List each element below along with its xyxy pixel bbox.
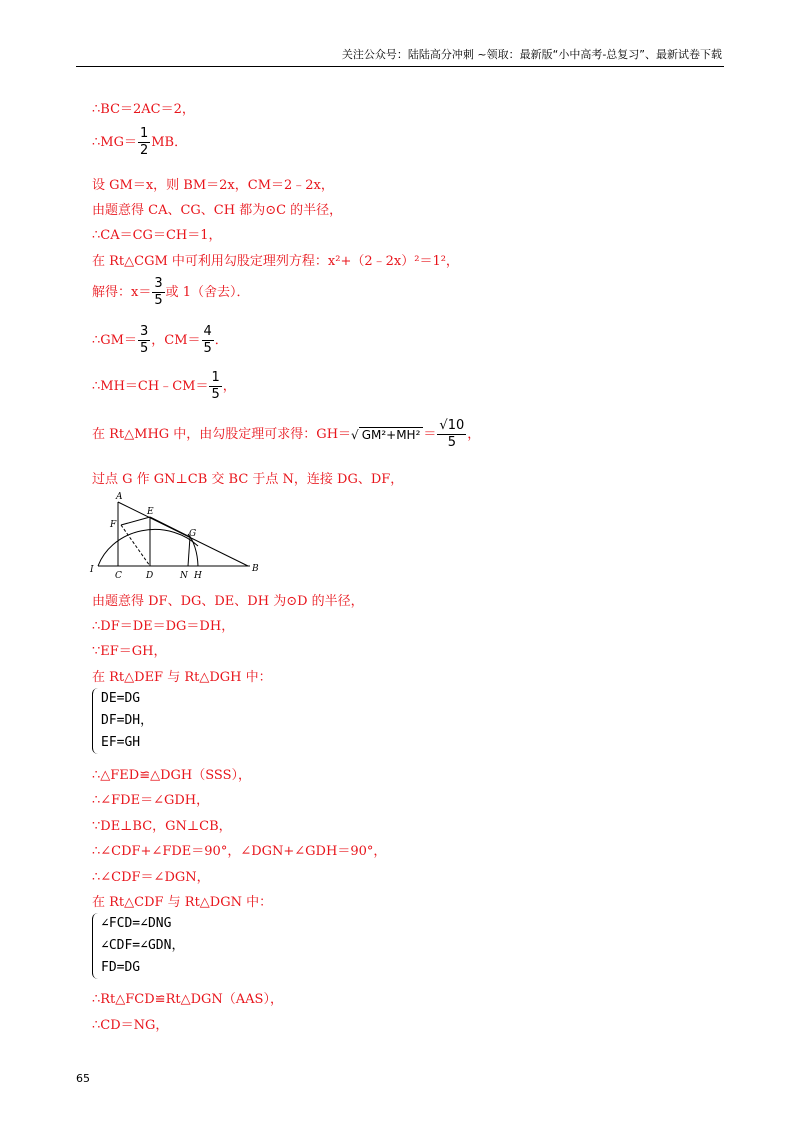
system-1-eq-1: DE=DG [101,691,141,706]
label-i: I [90,565,94,575]
line-7-post: 或 1（舍去）． [165,285,250,300]
line-2-pre: ∴MG＝ [92,135,137,150]
line-23: ∴CD＝NG， [92,1018,169,1033]
line-5: ∴CA＝CG＝CH＝1， [92,228,222,243]
system-2-eq-2: ∠CDF=∠GDN， [101,938,185,953]
fraction [152,276,164,309]
line-7 [92,276,250,309]
line-8-post: ． [214,333,228,348]
label-h: H [194,571,202,580]
line-14: ∵EF＝GH， [92,644,167,659]
system-1-eq-2: DF=DH， [101,713,154,728]
label-c: C [115,571,122,580]
line-11: 过点 G 作 GN⊥CB 交 BC 于点 N，连接 DG、DF， [92,472,404,487]
radicand: GM²+MH² [359,427,424,442]
line-10 [92,418,480,451]
system-1-eq-3: EF=GH [101,735,141,750]
line-12: 由题意得 DF、DG、DE、DH 为⊙D 的半径， [92,594,364,609]
line-3: 设 GM＝x，则 BM＝2x，CM＝2﹣2x， [92,178,334,193]
fraction [202,324,214,357]
line-19: ∴∠CDF+∠FDE＝90°，∠DGN+∠GDH＝90°， [92,844,387,859]
equals-sign: ＝ [423,427,437,442]
line-15: 在 Rt△DEF 与 Rt△DGH 中： [92,670,272,685]
numerator: 1 [211,370,220,385]
numerator: √10 [439,418,465,433]
line-4: 由题意得 CA、CG、CH 都为⊙C 的半径， [92,203,343,218]
page-header [76,46,724,67]
line-2-post: MB． [151,135,188,150]
line-2 [92,126,187,159]
label-f: F [110,520,117,530]
line-8 [92,324,228,357]
system-2-eq-3: FD=DG [101,960,141,975]
line-8-mid: ，CM＝ [151,333,201,348]
fraction [138,126,150,159]
page-number: 65 [76,1072,90,1085]
line-9-pre: ∴MH＝CH﹣CM＝ [92,379,209,394]
denominator: 5 [211,387,220,402]
fraction [209,370,221,403]
denominator: 2 [139,143,149,158]
line-16: ∴△FED≌△DGH（SSS）， [92,768,251,783]
line-1: ∴BC＝2AC＝2， [92,102,195,117]
equation-system-1 [92,688,153,754]
line-10-post: ， [467,427,481,442]
label-d: D [146,571,154,580]
line-22: ∴Rt△FCD≌Rt△DGN（AAS）， [92,992,283,1007]
label-g: G [189,529,197,539]
fraction [437,418,466,451]
geometry-figure [88,490,268,580]
numerator: 1 [139,126,149,141]
line-21: 在 Rt△CDF 与 Rt△DGN 中： [92,895,273,910]
label-b: B [252,564,259,574]
system-2-eq-1: ∠FCD=∠DNG [101,916,172,931]
header-text: 关注公众号：陆陆高分冲刺 ~领取：最新版“小中高考-总复习”、最新试卷下载 [341,48,722,61]
denominator: 5 [154,293,163,308]
line-13: ∴DF＝DE＝DG＝DH， [92,619,235,634]
line-9-post: ， [222,379,236,394]
line-9 [92,370,236,403]
denominator: 5 [139,341,149,356]
fraction [138,324,150,357]
label-a: A [116,492,123,502]
label-n: N [180,571,188,580]
line-8-pre: ∴GM＝ [92,333,137,348]
denominator: 5 [447,435,456,450]
numerator: 3 [154,276,163,291]
line-10-pre: 在 Rt△MHG 中，由勾股定理可求得：GH＝ [92,427,352,442]
line-18: ∵DE⊥BC，GN⊥CB， [92,819,232,834]
numerator: 3 [139,324,149,339]
line-17: ∴∠FDE＝∠GDH， [92,793,210,808]
square-root: √ GM²+MH² [351,428,423,442]
line-7-pre: 解得：x＝ [92,285,152,300]
line-6: 在 Rt△CGM 中可利用勾股定理列方程：x²+（2﹣2x）²＝1²， [92,254,459,269]
line-20: ∴∠CDF＝∠DGN， [92,870,210,885]
denominator: 5 [203,341,212,356]
equation-system-2 [92,913,184,979]
label-e: E [147,507,154,517]
numerator: 4 [203,324,212,339]
